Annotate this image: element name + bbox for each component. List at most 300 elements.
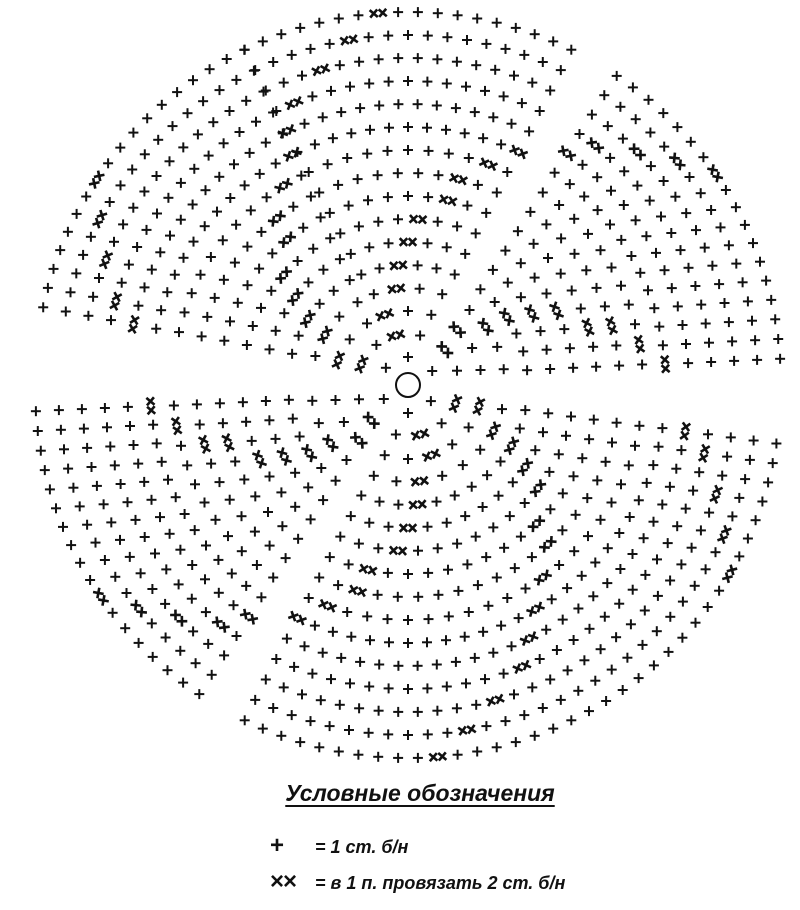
single-crochet-stitch [58, 522, 68, 532]
single-crochet-stitch [442, 242, 452, 252]
single-crochet-stitch [509, 689, 519, 699]
single-crochet-stitch [535, 106, 545, 116]
single-crochet-stitch [355, 657, 365, 667]
increase-stitch-mark [268, 210, 286, 226]
single-crochet-stitch [307, 669, 317, 679]
single-crochet-stitch [194, 689, 204, 699]
single-crochet-stitch [505, 511, 515, 521]
single-crochet-stitch [611, 632, 621, 642]
single-crochet-stitch [91, 538, 101, 548]
single-crochet-stitch [536, 326, 546, 336]
single-crochet-stitch [432, 263, 442, 273]
single-crochet-stitch [295, 23, 305, 33]
single-crochet-stitch [245, 148, 255, 158]
single-crochet-stitch [307, 396, 317, 406]
single-crochet-stitch [165, 231, 175, 241]
single-crochet-stitch [686, 137, 696, 147]
single-crochet-stitch [75, 501, 85, 511]
single-crochet-stitch [176, 215, 186, 225]
single-crochet-stitch [665, 482, 675, 492]
single-crochet-stitch [106, 315, 116, 325]
increase-stitch-mark [322, 434, 338, 452]
single-crochet-stitch [345, 82, 355, 92]
increase-stitch-mark [534, 570, 552, 586]
single-crochet-stitch [541, 219, 551, 229]
single-crochet-stitch [188, 626, 198, 636]
single-crochet-stitch [502, 593, 512, 603]
single-crochet-stitch [318, 112, 328, 122]
increase-stitch-mark [439, 195, 457, 206]
single-crochet-stitch [363, 195, 373, 205]
single-crochet-stitch [634, 421, 644, 431]
single-crochet-stitch [353, 750, 363, 760]
single-crochet-stitch [308, 244, 318, 254]
single-crochet-stitch [183, 108, 193, 118]
single-crochet-stitch [432, 706, 442, 716]
increase-stitch-mark [359, 564, 377, 575]
increase-stitch-mark [539, 536, 556, 553]
single-crochet-stitch [31, 406, 41, 416]
single-crochet-stitch [571, 510, 581, 520]
single-crochet-stitch [432, 54, 442, 64]
single-crochet-stitch [501, 44, 511, 54]
single-crochet-stitch [628, 549, 638, 559]
increase-stitch-mark [582, 318, 594, 336]
single-crochet-stitch [467, 343, 477, 353]
single-crochet-stitch [241, 581, 251, 591]
single-crochet-stitch [373, 170, 383, 180]
single-crochet-stitch [413, 753, 423, 763]
single-crochet-stitch [508, 477, 518, 487]
single-crochet-stitch [496, 621, 506, 631]
single-crochet-stitch [335, 700, 345, 710]
single-crochet-stitch [642, 478, 652, 488]
single-crochet-stitch [687, 543, 697, 553]
single-crochet-stitch [163, 665, 173, 675]
single-crochet-stitch [443, 565, 453, 575]
single-crochet-stitch [175, 646, 185, 656]
single-crochet-stitch [306, 44, 316, 54]
single-crochet-stitch [333, 580, 343, 590]
legend-item-text: = 1 ст. б/н [315, 837, 409, 857]
single-crochet-stitch [307, 91, 317, 101]
single-crochet-stitch [128, 203, 138, 213]
single-crochet-stitch [282, 634, 292, 644]
single-crochet-stitch [279, 308, 289, 318]
single-crochet-stitch [147, 618, 157, 628]
increase-stitch-mark [275, 266, 292, 283]
single-crochet-stitch [375, 263, 385, 273]
single-crochet-stitch [413, 592, 423, 602]
single-crochet-stitch [174, 327, 184, 337]
single-crochet-stitch [547, 594, 557, 604]
single-crochet-stitch [470, 107, 480, 117]
single-crochet-stitch [240, 45, 250, 55]
single-crochet-stitch [722, 452, 732, 462]
single-crochet-stitch [729, 356, 739, 366]
single-crochet-stitch [433, 217, 443, 227]
single-crochet-stitch [233, 298, 243, 308]
single-crochet-stitch [688, 486, 698, 496]
single-crochet-stitch [49, 264, 59, 274]
single-crochet-stitch [316, 212, 326, 222]
single-crochet-stitch [462, 559, 472, 569]
single-crochet-stitch [413, 661, 423, 671]
single-crochet-stitch [663, 538, 673, 548]
single-crochet-stitch [231, 75, 241, 85]
single-crochet-stitch [403, 306, 413, 316]
single-crochet-stitch [488, 265, 498, 275]
single-crochet-stitch [694, 467, 704, 477]
single-crochet-stitch [222, 54, 232, 64]
single-crochet-stitch [583, 229, 593, 239]
single-crochet-stitch [511, 23, 521, 33]
single-crochet-stitch [344, 201, 354, 211]
single-crochet-stitch [102, 422, 112, 432]
single-crochet-stitch [516, 292, 526, 302]
increase-stitch-mark [486, 694, 504, 706]
single-crochet-stitch [460, 249, 470, 259]
single-crochet-stitch [303, 277, 313, 287]
single-crochet-stitch [192, 399, 202, 409]
single-crochet-stitch [579, 192, 589, 202]
single-crochet-stitch [208, 117, 218, 127]
single-crochet-stitch [303, 482, 313, 492]
single-crochet-stitch [180, 509, 190, 519]
single-crochet-stitch [452, 539, 462, 549]
single-crochet-stitch [656, 212, 666, 222]
single-crochet-stitch [178, 142, 188, 152]
single-crochet-stitch [566, 45, 576, 55]
single-crochet-stitch [190, 525, 200, 535]
single-crochet-stitch [770, 314, 780, 324]
single-crochet-stitch [237, 546, 247, 556]
single-crochet-stitch [453, 10, 463, 20]
single-crochet-stitch [231, 220, 241, 230]
single-crochet-stitch [490, 297, 500, 307]
single-crochet-stitch [365, 125, 375, 135]
single-crochet-stitch [100, 403, 110, 413]
increase-stitch-mark [586, 137, 604, 153]
single-crochet-stitch [276, 29, 286, 39]
single-crochet-stitch [698, 152, 708, 162]
single-crochet-stitch [607, 665, 617, 675]
increase-stitch-mark [499, 308, 515, 326]
single-crochet-stitch [168, 121, 178, 131]
increase-stitch-mark [301, 444, 317, 462]
single-crochet-stitch [314, 742, 324, 752]
single-crochet-stitch [383, 31, 393, 41]
increase-stitch-mark [629, 143, 646, 160]
single-crochet-stitch [646, 161, 656, 171]
single-crochet-stitch [478, 133, 488, 143]
single-crochet-stitch [460, 632, 470, 642]
single-crochet-stitch [325, 721, 335, 731]
single-crochet-stitch [545, 364, 555, 374]
single-crochet-stitch [364, 79, 374, 89]
single-crochet-stitch [433, 8, 443, 18]
single-crochet-stitch [345, 334, 355, 344]
single-crochet-stitch [43, 283, 53, 293]
single-crochet-stitch [591, 362, 601, 372]
single-crochet-stitch [734, 551, 744, 561]
single-crochet-stitch [354, 539, 364, 549]
single-crochet-stitch [316, 463, 326, 473]
single-crochet-stitch [423, 729, 433, 739]
single-crochet-stitch [631, 215, 641, 225]
single-crochet-stitch [665, 576, 675, 586]
single-crochet-stitch [548, 36, 558, 46]
single-crochet-stitch [364, 242, 374, 252]
single-crochet-stitch [602, 578, 612, 588]
single-crochet-stitch [147, 495, 157, 505]
single-crochet-stitch [624, 300, 634, 310]
single-crochet-stitch [581, 265, 591, 275]
increase-stitch-mark [99, 251, 112, 269]
single-crochet-stitch [542, 289, 552, 299]
single-crochet-stitch [51, 503, 61, 513]
single-crochet-stitch [516, 532, 526, 542]
single-crochet-stitch [314, 418, 324, 428]
single-crochet-stitch [115, 535, 125, 545]
single-crochet-stitch [530, 731, 540, 741]
single-crochet-stitch [740, 220, 750, 230]
single-crochet-stitch [334, 312, 344, 322]
increase-stitch-mark [278, 124, 296, 138]
single-crochet-stitch [557, 525, 567, 535]
single-crochet-stitch [678, 597, 688, 607]
single-crochet-stitch [527, 682, 537, 692]
single-crochet-stitch [492, 742, 502, 752]
single-crochet-stitch [180, 307, 190, 317]
single-crochet-stitch [433, 543, 443, 553]
single-crochet-stitch [232, 631, 242, 641]
single-crochet-stitch [703, 602, 713, 612]
single-crochet-stitch [516, 258, 526, 268]
single-crochet-stitch [293, 256, 303, 266]
single-crochet-stitch [116, 180, 126, 190]
single-crochet-stitch [83, 311, 93, 321]
single-crochet-stitch [492, 342, 502, 352]
single-crochet-stitch [577, 571, 587, 581]
single-crochet-stitch [472, 14, 482, 24]
single-crochet-stitch [513, 226, 523, 236]
single-crochet-stitch [677, 633, 687, 643]
single-crochet-stitch [413, 7, 423, 17]
single-crochet-stitch [310, 351, 320, 361]
single-crochet-stitch [304, 593, 314, 603]
single-crochet-stitch [162, 287, 172, 297]
single-crochet-stitch [108, 608, 118, 618]
single-crochet-stitch [79, 424, 89, 434]
single-crochet-stitch [284, 395, 294, 405]
single-crochet-stitch [150, 549, 160, 559]
single-crochet-stitch [375, 497, 385, 507]
single-crochet-stitch [139, 187, 149, 197]
single-crochet-stitch [310, 621, 320, 631]
single-crochet-stitch [188, 75, 198, 85]
single-crochet-stitch [464, 422, 474, 432]
single-crochet-stitch [556, 269, 566, 279]
single-crochet-stitch [346, 632, 356, 642]
increase-stitch-mark [449, 173, 467, 184]
single-crochet-stitch [250, 65, 260, 75]
single-crochet-stitch [262, 192, 272, 202]
single-crochet-stitch [514, 613, 524, 623]
single-crochet-stitch [619, 166, 629, 176]
single-crochet-stitch [529, 239, 539, 249]
single-crochet-stitch [667, 283, 677, 293]
single-crochet-stitch [413, 53, 423, 63]
single-crochet-stitch [329, 286, 339, 296]
single-crochet-stitch [287, 50, 297, 60]
single-crochet-stitch [509, 71, 519, 81]
single-crochet-stitch [525, 207, 535, 217]
single-crochet-stitch [77, 404, 87, 414]
single-crochet-stitch [325, 233, 335, 243]
single-crochet-stitch [704, 508, 714, 518]
single-crochet-stitch [640, 570, 650, 580]
single-crochet-stitch [335, 254, 345, 264]
increase-stitch-mark [524, 304, 539, 322]
single-crochet-stitch [353, 297, 363, 307]
single-crochet-stitch [628, 585, 638, 595]
single-crochet-stitch [422, 77, 432, 87]
single-crochet-stitch [691, 618, 701, 628]
single-crochet-stitch [288, 414, 298, 424]
single-crochet-stitch [700, 243, 710, 253]
single-crochet-stitch [374, 101, 384, 111]
single-crochet-stitch [61, 307, 71, 317]
single-crochet-stitch [569, 471, 579, 481]
increase-stitch-mark [504, 437, 519, 455]
single-crochet-stitch [318, 648, 328, 658]
single-crochet-stitch [318, 495, 328, 505]
single-crochet-stitch [152, 171, 162, 181]
single-crochet-stitch [605, 220, 615, 230]
single-crochet-stitch [393, 500, 403, 510]
single-crochet-stitch [271, 654, 281, 664]
single-crochet-stitch [451, 657, 461, 667]
single-crochet-stitch [545, 675, 555, 685]
single-crochet-stitch [426, 310, 436, 320]
single-crochet-stitch [161, 564, 171, 574]
single-crochet-stitch [87, 462, 97, 472]
single-crochet-stitch [488, 522, 498, 532]
single-crochet-stitch [213, 555, 223, 565]
increase-stitch-mark [509, 145, 527, 159]
single-crochet-stitch [601, 696, 611, 706]
single-crochet-stitch [142, 113, 152, 123]
single-crochet-stitch [740, 474, 750, 484]
single-crochet-stitch [530, 445, 540, 455]
legend-item-increase [270, 868, 565, 896]
single-crochet-stitch [393, 592, 403, 602]
single-crochet-stitch [203, 639, 213, 649]
single-crochet-stitch [393, 7, 403, 17]
single-crochet-stitch [660, 265, 670, 275]
single-crochet-stitch [766, 295, 776, 305]
single-crochet-stitch [125, 552, 135, 562]
single-crochet-stitch [592, 475, 602, 485]
single-crochet-stitch [403, 454, 413, 464]
single-crochet-stitch [492, 188, 502, 198]
increase-stitch-mark [669, 153, 685, 171]
single-crochet-stitch [187, 288, 197, 298]
single-crochet-stitch [328, 133, 338, 143]
increase-stitch-mark [517, 458, 533, 476]
single-crochet-stitch [773, 334, 783, 344]
single-crochet-stitch [696, 525, 706, 535]
single-crochet-stitch [174, 579, 184, 589]
single-crochet-stitch [545, 86, 555, 96]
single-crochet-stitch [279, 682, 289, 692]
single-crochet-stitch [658, 108, 668, 118]
single-crochet-stitch [450, 491, 460, 501]
single-crochet-stitch [172, 87, 182, 97]
single-crochet-stitch [207, 670, 217, 680]
single-crochet-stitch [475, 445, 485, 455]
single-crochet-stitch [289, 662, 299, 672]
single-crochet-stitch [480, 674, 490, 684]
single-crochet-stitch [215, 85, 225, 95]
single-crochet-stitch [252, 560, 262, 570]
single-crochet-stitch [624, 460, 634, 470]
single-crochet-stitch [268, 573, 278, 583]
single-crochet-stitch [383, 192, 393, 202]
single-crochet-stitch [556, 695, 566, 705]
single-crochet-stitch [704, 338, 714, 348]
single-crochet-stitch [432, 101, 442, 111]
single-crochet-stitch [248, 321, 258, 331]
single-crochet-stitch [383, 614, 393, 624]
single-crochet-stitch [563, 665, 573, 675]
increase-stitch-mark [458, 725, 476, 735]
single-crochet-stitch [649, 660, 659, 670]
single-crochet-stitch [176, 178, 186, 188]
single-crochet-stitch [242, 242, 252, 252]
single-crochet-stitch [318, 265, 328, 275]
single-crochet-stitch [393, 707, 403, 717]
single-crochet-stitch [471, 60, 481, 70]
increase-stitch-mark [409, 500, 426, 509]
single-crochet-stitch [524, 126, 534, 136]
single-crochet-stitch [535, 654, 545, 664]
single-crochet-stitch [575, 129, 585, 139]
plus-symbol-icon: + [270, 832, 284, 859]
single-crochet-stitch [204, 151, 214, 161]
single-crochet-stitch [354, 703, 364, 713]
increase-stitch-mark [473, 397, 485, 415]
single-crochet-stitch [165, 529, 175, 539]
single-crochet-stitch [147, 265, 157, 275]
single-crochet-stitch [176, 441, 186, 451]
single-crochet-stitch [261, 396, 271, 406]
single-crochet-stitch [225, 193, 235, 203]
single-crochet-stitch [403, 615, 413, 625]
single-crochet-stitch [554, 200, 564, 210]
single-crochet-stitch [335, 532, 345, 542]
single-crochet-stitch [496, 457, 506, 467]
single-crochet-stitch [423, 31, 433, 41]
single-crochet-stitch [452, 703, 462, 713]
single-crochet-stitch [727, 511, 737, 521]
single-crochet-stitch [271, 159, 281, 169]
single-crochet-stitch [578, 160, 588, 170]
increase-stitch-mark [448, 321, 465, 338]
increase-stitch-mark [388, 284, 405, 294]
single-crochet-stitch [482, 470, 492, 480]
